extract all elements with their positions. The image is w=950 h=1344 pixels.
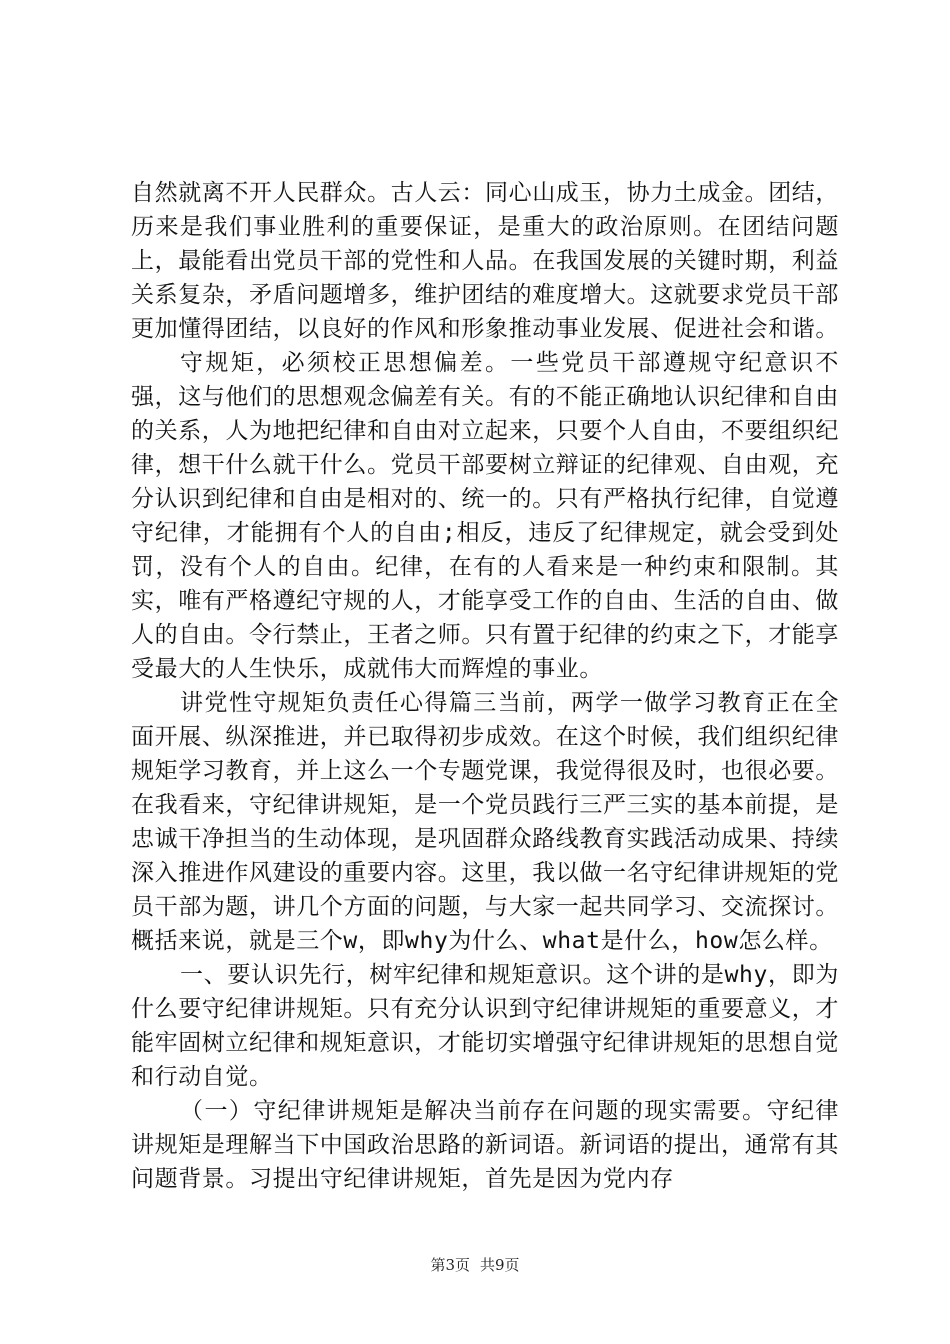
page-total: 共9页 — [480, 1256, 520, 1274]
document-body — [131, 176, 839, 1196]
paragraph-5: （一）守纪律讲规矩是解决当前存在问题的现实需要。守纪律讲规矩是理解当下中国政治思路的新词语。新词语的提出，通常有其问题背景。习提出守纪律讲规矩，首先是因为党内存 — [131, 1098, 839, 1192]
page-footer — [0, 1254, 950, 1275]
paragraph-3: 讲党性守规矩负责任心得篇三当前，两学一做学习教育正在全面开展、纵深推进，并已取得初步成效。在这个时候，我们组织纪律规矩学习教育，并上这么一个专题党课，我觉得很及时，也很必要。在我看来，守纪律讲规矩，是一个党员践行三严三实的基本前提，是忠诚干净担当的生动体现，是巩固群众路线教育实践活动成果、持续深入推进作风建设的重要内容。这里，我以做一名守纪律讲规矩的党员干部为题，讲几个方面的问题，与大家一起共同学习、交流探讨。概括来说，就是三个w，即why为什么、what是什么，how怎么样。 — [131, 690, 839, 954]
paragraph-2: 守规矩，必须校正思想偏差。一些党员干部遵规守纪意识不强，这与他们的思想观念偏差有关。有的不能正确地认识纪律和自由的关系，人为地把纪律和自由对立起来，只要个人自由，不要组织纪律，想干什么就干什么。党员干部要树立辩证的纪律观、自由观，充分认识到纪律和自由是相对的、统一的。只有严格执行纪律，自觉遵守纪律，才能拥有个人的自由;相反，违反了纪律规定，就会受到处罚，没有个人的自由。纪律，在有的人看来是一种约束和限制。其实，唯有严格遵纪守规的人，才能享受工作的自由、生活的自由、做人的自由。令行禁止，王者之师。只有置于纪律的约束之下，才能享受最大的人生快乐，成就伟大而辉煌的事业。 — [131, 350, 839, 682]
paragraph-1: 自然就离不开人民群众。古人云：同心山成玉，协力土成金。团结，历来是我们事业胜利的重要保证，是重大的政治原则。在团结问题上，最能看出党员干部的党性和人品。在我国发展的关键时期，利益关系复杂，矛盾问题增多，维护团结的难度增大。这就要求党员干部更加懂得团结，以良好的作风和形象推动事业发展、促进社会和谐。 — [131, 180, 839, 342]
paragraph-4: 一、要认识先行，树牢纪律和规矩意识。这个讲的是why，即为什么要守纪律讲规矩。只有充分认识到守纪律讲规矩的重要意义，才能牢固树立纪律和规矩意识，才能切实增强守纪律讲规矩的思想自觉和行动自觉。 — [131, 962, 839, 1090]
page-number: 第3页 — [430, 1256, 470, 1274]
